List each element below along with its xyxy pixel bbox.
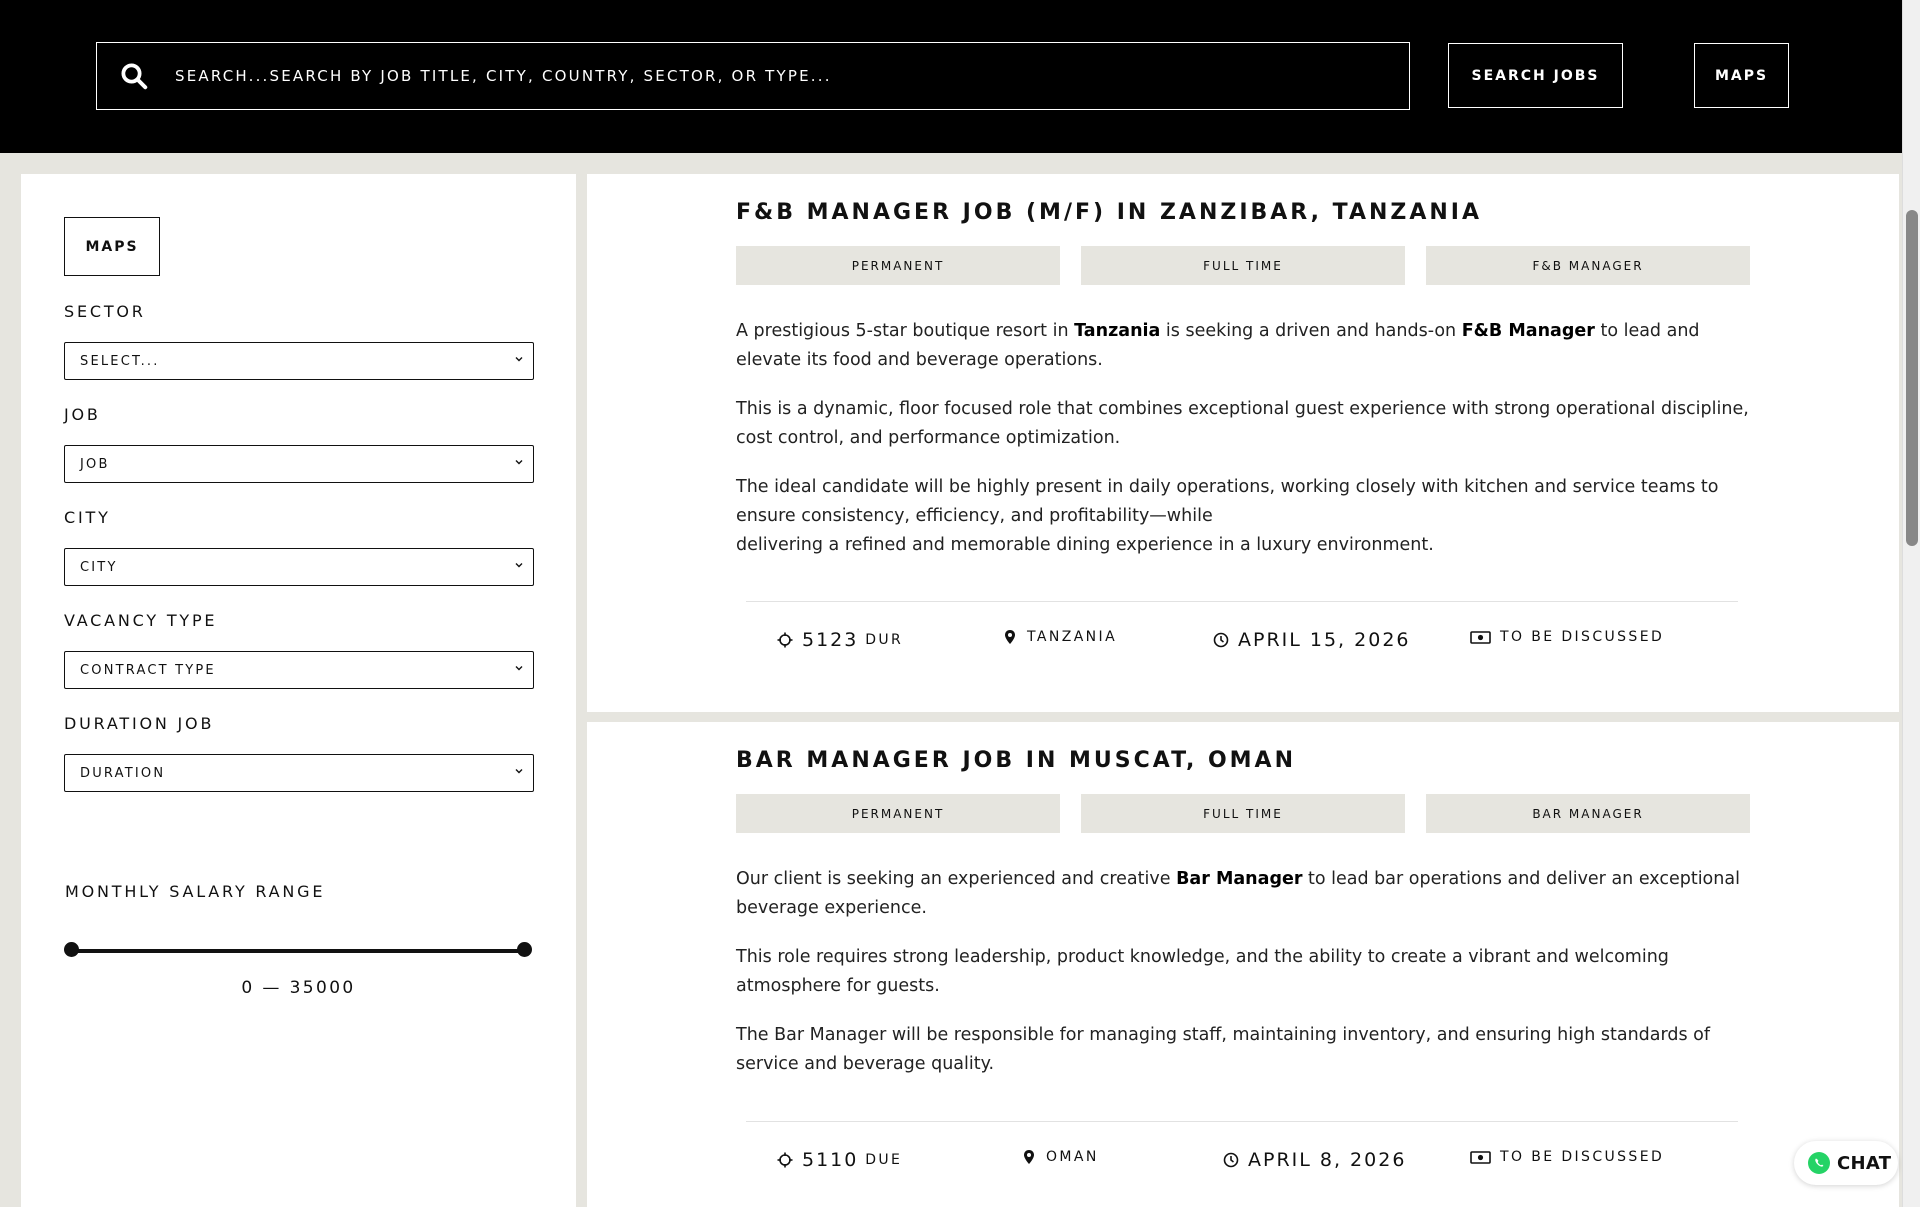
job-reference: 5123 DUR bbox=[777, 629, 903, 651]
chevron-down-icon bbox=[513, 559, 525, 571]
job-reference: 5110 DUE bbox=[777, 1149, 902, 1171]
job-card bbox=[587, 722, 1899, 1207]
job-date: APRIL 15, 2026 bbox=[1213, 629, 1411, 651]
filter-sidebar bbox=[21, 174, 576, 1207]
money-icon bbox=[1470, 1149, 1491, 1165]
sector-select-value: SELECT... bbox=[80, 353, 160, 369]
job-title[interactable]: F&B MANAGER JOB (M/F) IN ZANZIBAR, TANZANIA bbox=[736, 200, 1483, 225]
contract-type-select-value: CONTRACT TYPE bbox=[80, 662, 216, 678]
maps-button-header[interactable]: MAPS bbox=[1694, 43, 1789, 108]
maps-button-sidebar[interactable]: MAPS bbox=[64, 217, 160, 276]
tag-role: BAR MANAGER bbox=[1426, 794, 1750, 833]
city-label: CITY bbox=[64, 508, 111, 527]
job-description-paragraph: Our client is seeking an experienced and creative Bar Manager to lead bar operations and deliver an exceptional beverage experience. bbox=[736, 869, 1740, 918]
money-icon bbox=[1470, 629, 1491, 645]
duration-select-value: DURATION bbox=[80, 765, 166, 781]
job-card bbox=[587, 174, 1899, 712]
chevron-down-icon bbox=[513, 456, 525, 468]
tag-contract: PERMANENT bbox=[736, 246, 1060, 285]
chat-label: CHAT bbox=[1837, 1152, 1892, 1174]
search-icon bbox=[119, 61, 149, 91]
salary-range-label: MONTHLY SALARY RANGE bbox=[65, 882, 326, 901]
chevron-down-icon bbox=[513, 353, 525, 365]
tag-schedule: FULL TIME bbox=[1081, 246, 1405, 285]
whatsapp-icon bbox=[1807, 1151, 1831, 1175]
chevron-down-icon bbox=[513, 662, 525, 674]
chevron-down-icon bbox=[513, 765, 525, 777]
contract-type-select[interactable] bbox=[64, 651, 534, 689]
map-pin-icon bbox=[1021, 1149, 1037, 1165]
duration-select[interactable] bbox=[64, 754, 534, 792]
search-jobs-button[interactable]: SEARCH JOBS bbox=[1448, 43, 1623, 108]
job-description-paragraph: This is a dynamic, floor focused role that combines exceptional guest experience with strong operational discipline, cost control, and performance optimization. bbox=[736, 399, 1749, 448]
salary-range-min-handle[interactable] bbox=[64, 942, 79, 957]
search-bar[interactable] bbox=[96, 42, 1410, 110]
search-input[interactable] bbox=[175, 67, 1375, 85]
clock-icon bbox=[1223, 1152, 1239, 1168]
job-label: JOB bbox=[64, 405, 101, 424]
job-select-value: JOB bbox=[80, 456, 110, 472]
map-pin-icon bbox=[1002, 629, 1018, 645]
job-select[interactable] bbox=[64, 445, 534, 483]
vacancy-type-label: VACANCY TYPE bbox=[64, 611, 218, 630]
salary-range-track[interactable] bbox=[71, 949, 527, 953]
page-scrollbar[interactable] bbox=[1902, 0, 1920, 1207]
clock-icon bbox=[1213, 632, 1229, 648]
salary-range-value: 0 — 35000 bbox=[241, 978, 356, 998]
crosshair-icon bbox=[777, 1152, 793, 1168]
job-title[interactable]: BAR MANAGER JOB IN MUSCAT, OMAN bbox=[736, 748, 1296, 773]
duration-job-label: DURATION JOB bbox=[64, 714, 215, 733]
sector-label: SECTOR bbox=[64, 302, 146, 321]
city-select-value: CITY bbox=[80, 559, 118, 575]
job-date: APRIL 8, 2026 bbox=[1223, 1149, 1406, 1171]
job-salary: TO BE DISCUSSED bbox=[1470, 1149, 1664, 1165]
crosshair-icon bbox=[777, 632, 793, 648]
job-description-paragraph: A prestigious 5-star boutique resort in Tanzania is seeking a driven and hands-on F&B Manager to lead and elevate its food and beverage operations. bbox=[736, 321, 1700, 370]
job-description-paragraph: This role requires strong leadership, product knowledge, and the ability to create a vibrant and welcoming atmosphere for guests. bbox=[736, 947, 1669, 996]
scrollbar-thumb[interactable] bbox=[1906, 210, 1918, 546]
tag-role: F&B MANAGER bbox=[1426, 246, 1750, 285]
job-salary: TO BE DISCUSSED bbox=[1470, 629, 1664, 645]
job-location: OMAN bbox=[1021, 1149, 1099, 1165]
city-select[interactable] bbox=[64, 548, 534, 586]
job-location: TANZANIA bbox=[1002, 629, 1117, 645]
salary-range-max-handle[interactable] bbox=[517, 942, 532, 957]
tag-contract: PERMANENT bbox=[736, 794, 1060, 833]
tag-schedule: FULL TIME bbox=[1081, 794, 1405, 833]
divider bbox=[746, 601, 1738, 602]
chat-button[interactable] bbox=[1794, 1141, 1898, 1185]
top-header bbox=[0, 0, 1902, 153]
sector-select[interactable] bbox=[64, 342, 534, 380]
divider bbox=[746, 1121, 1738, 1122]
job-description-paragraph: The ideal candidate will be highly present in daily operations, working closely with kitchen and service teams to ensure consistency, efficiency, and profitability—while delivering a refined and memorable dining experience in a luxury environment. bbox=[736, 477, 1719, 555]
job-description-paragraph: The Bar Manager will be responsible for managing staff, maintaining inventory, and ensuring high standards of service and beverage quality. bbox=[736, 1025, 1711, 1074]
